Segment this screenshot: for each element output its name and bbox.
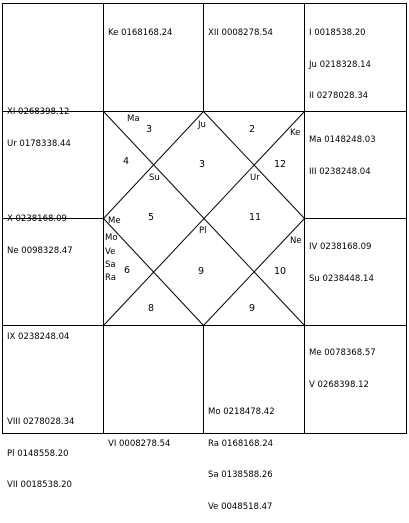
cell-line: Me 0078368.57 [309, 348, 376, 358]
cell-line: Ur 0178338.44 [7, 138, 71, 149]
cell-top-2 [108, 7, 172, 49]
cell-line: VIII 0278028.34 [7, 417, 75, 427]
cell-bottom-3 [208, 386, 275, 523]
cell-line: Sa 0138588.26 [208, 470, 273, 480]
cell-bottom-right [309, 327, 376, 401]
planet-ke: Ke [290, 128, 301, 138]
cell-top-3 [208, 7, 273, 49]
cell-line: XII 0008278.54 [208, 28, 273, 38]
cell-line: Ke 0168168.24 [108, 28, 173, 38]
planet-ur: Ur [250, 173, 260, 183]
cell-bottom-2 [108, 418, 170, 460]
house-number: 9 [249, 303, 256, 314]
cell-line: X 0238168.09 [7, 214, 67, 224]
cell-left-3 [7, 311, 69, 353]
cell-line: XI 0268398.12 [7, 107, 70, 117]
planet-ve: Ve [105, 247, 116, 257]
cell-line: IX 0238248.04 [7, 332, 70, 342]
cell-right-3 [309, 221, 374, 295]
house-number: 2 [249, 124, 256, 135]
planet-ju: Ju [198, 120, 206, 130]
cell-top-right [309, 7, 371, 112]
house-number: 3 [146, 124, 153, 135]
house-number: 4 [123, 156, 130, 167]
planet-me: Me [108, 216, 121, 226]
house-number: 8 [148, 303, 155, 314]
cell-right-2 [309, 114, 376, 188]
house-number: 6 [124, 265, 131, 276]
planet-su: Su [149, 173, 160, 183]
cell-line: III 0238248.04 [309, 166, 371, 177]
planet-mo: Mo [105, 233, 118, 243]
cell-bottom-left [7, 396, 74, 501]
house-number: 3 [199, 159, 206, 170]
cell-line: Ra 0168168.24 [208, 438, 274, 449]
cell-line: Ne 0098328.47 [7, 245, 73, 256]
planet-pl: Pl [199, 226, 207, 236]
house-number: 10 [274, 266, 287, 277]
house-number: 9 [198, 266, 205, 277]
cell-line: VI 0008278.54 [108, 439, 171, 449]
cell-line: Pl 0148558.20 [7, 448, 69, 459]
planet-ra: Ra [105, 273, 116, 283]
planet-sa: Sa [105, 260, 116, 270]
cell-line: Ma 0148248.03 [309, 135, 376, 145]
house-number: 12 [274, 159, 287, 170]
cell-line: Ju 0218328.14 [309, 59, 371, 70]
cell-line: V 0268398.12 [309, 379, 369, 390]
cell-top-left [7, 86, 71, 160]
cell-line: IV 0238168.09 [309, 242, 372, 252]
cell-line: II 0278028.34 [309, 91, 369, 101]
planet-ma: Ma [127, 114, 140, 124]
cell-line: Su 0238448.14 [309, 273, 374, 284]
cell-line: Mo 0218478.42 [208, 407, 275, 417]
cell-line: Ve 0048518.47 [208, 501, 273, 512]
house-number: 11 [249, 212, 262, 223]
house-number: 5 [148, 212, 155, 223]
cell-line: VII 0018538.20 [7, 480, 72, 490]
cell-left-2 [7, 193, 73, 267]
cell-line: I 0018538.20 [309, 28, 366, 38]
planet-ne: Ne [290, 236, 302, 246]
